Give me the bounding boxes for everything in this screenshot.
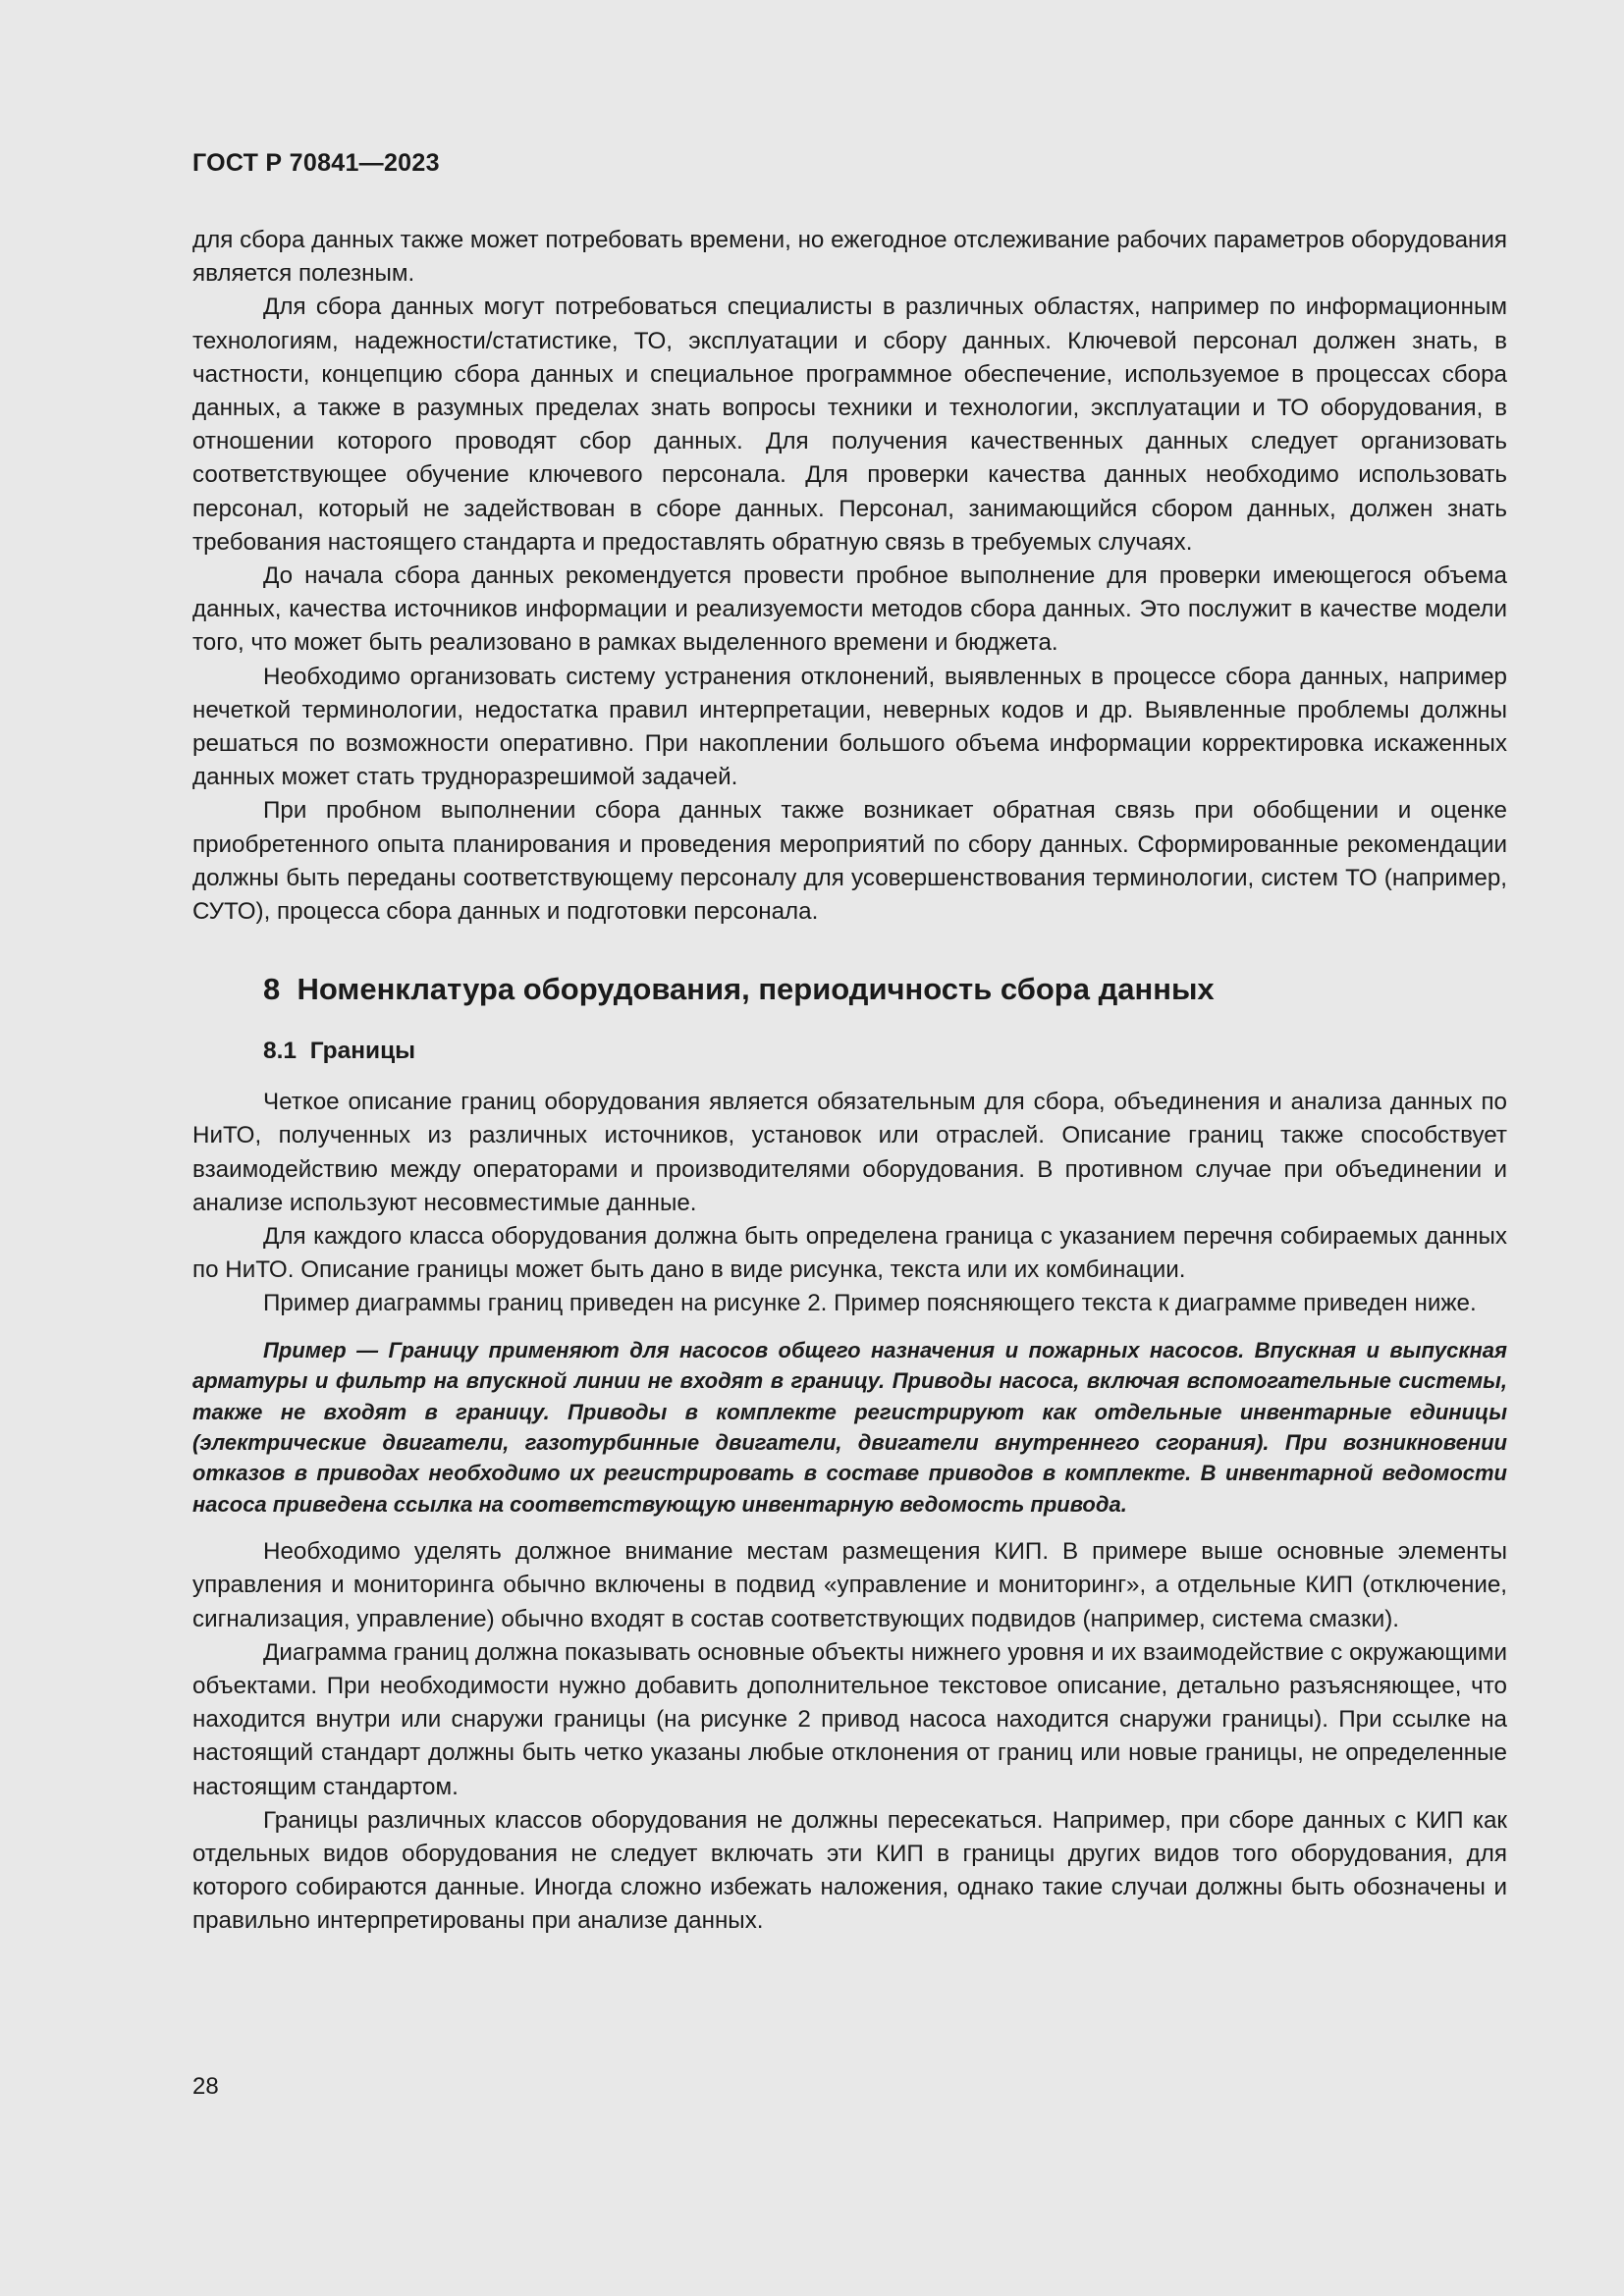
paragraph: для сбора данных также может потребовать времени, но ежегодное отслеживание рабочих параметров оборудования является полезным. (192, 227, 1507, 288)
document-code-header: ГОСТ Р 70841—2023 (192, 149, 440, 177)
section-title: Номенклатура оборудования, периодичность сбора данных (297, 972, 1215, 1007)
paragraph: Необходимо уделять должное внимание местам размещения КИП. В примере выше основные элементы управления и мониторинга обычно включены в подвид «управление и мониторинг», а отдельные КИП (отключение, сигнализация, управление) обычно входят в состав соответствующих подвидов (например, система смазки). (192, 1538, 1507, 1632)
paragraph: Границы различных классов оборудования не должны пересекаться. Например, при сборе данных с КИП как отдельных видов оборудования не следует включать эти КИП в границы других видов того оборудования, для которого собираются данные. Иногда сложно избежать наложения, однако такие случаи должны быть обозначены и правильно интерпретированы при анализе данных. (192, 1806, 1507, 1935)
subsection-heading (263, 1035, 1507, 1068)
paragraph: Для каждого класса оборудования должна быть определена граница с указанием перечня собираемых данных по НиТО. Описание границы может быть дано в виде рисунка, текста или их комбинации. (192, 1223, 1507, 1284)
subsection-title: Границы (309, 1038, 416, 1065)
section-number: 8 (263, 972, 281, 1007)
subsection-number: 8.1 (263, 1038, 298, 1065)
section-heading (263, 970, 1507, 1009)
paragraph: Для сбора данных могут потребоваться специалисты в различных областях, например по информационным технологиям, надежности/статистике, ТО, эксплуатации и сбору данных. Ключевой персонал должен знать, в частности, концепцию сбора данных и специальное программное обеспечение, используемое в процессах сбора данных, а также в разумных пределах знать вопросы техники и технологии, эксплуатации и ТО оборудования, в отношении которого проводят сбор данных. Для получения качественных данных следует организовать соответствующее обучение ключевого персонала. Для проверки качества данных необходимо использовать персонал, который не задействован в сборе данных. Персонал, занимающийся сбором данных, должен знать требования настоящего стандарта и предоставлять обратную связь в требуемых случаях. (192, 294, 1507, 556)
paragraph: Диаграмма границ должна показывать основные объекты нижнего уровня и их взаимодействие с окружающими объектами. При необходимости нужно добавить дополнительное текстовое описание, детально разъясняющее, что находится внутри или снаружи границы (на рисунке 2 привод насоса находится снаружи границы). При ссылке на настоящий стандарт должны быть четко указаны любые отклонения от границ или новые границы, не определенные настоящим стандартом. (192, 1638, 1507, 1800)
example-note: Пример — Границу применяют для насосов общего назначения и пожарных насосов. Впускная и выпускная арматуры и фильтр на впускной линии не входят в границу. Приводы насоса, включая вспомогательные системы, также не входят в границу. Приводы в комплекте регистрируют как отдельные инвентарные единицы (электрические двигатели, газотурбинные двигатели, двигатели внутреннего сгорания). При возникновении отказов в приводах необходимо их регистрировать в составе приводов в комплекте. В инвентарной ведомости насоса приведена ссылка на соответствующую инвентарную ведомость привода. (192, 1337, 1507, 1517)
paragraph: Четкое описание границ оборудования является обязательным для сбора, объединения и анализа данных по НиТО, полученных из различных источников, установок или отраслей. Описание границ также способствует взаимодействию между операторами и производителями оборудования. В противном случае при объединении и анализе используют несовместимые данные. (192, 1089, 1507, 1216)
paragraph: Пример диаграммы границ приведен на рисунке 2. Пример поясняющего текста к диаграмме приведен ниже. (263, 1290, 1477, 1317)
document-body (192, 224, 1507, 1939)
paragraph: При пробном выполнении сбора данных также возникает обратная связь при обобщении и оценке приобретенного опыта планирования и проведения мероприятий по сбору данных. Сформированные рекомендации должны быть переданы соответствующему персоналу для усовершенствования терминологии, систем ТО (например, СУТО), процесса сбора данных и подготовки персонала. (192, 797, 1507, 926)
paragraph: Необходимо организовать систему устранения отклонений, выявленных в процессе сбора данных, например нечеткой терминологии, недостатка правил интерпретации, неверных кодов и др. Выявленные проблемы должны решаться по возможности оперативно. При накоплении большого объема информации корректировка искаженных данных может стать трудноразрешимой задачей. (192, 663, 1507, 791)
paragraph: До начала сбора данных рекомендуется провести пробное выполнение для проверки имеющегося объема данных, качества источников информации и реализуемости методов сбора данных. Это послужит в качестве модели того, что может быть реализовано в рамках выделенного времени и бюджета. (192, 562, 1507, 657)
page-number: 28 (192, 2073, 219, 2100)
